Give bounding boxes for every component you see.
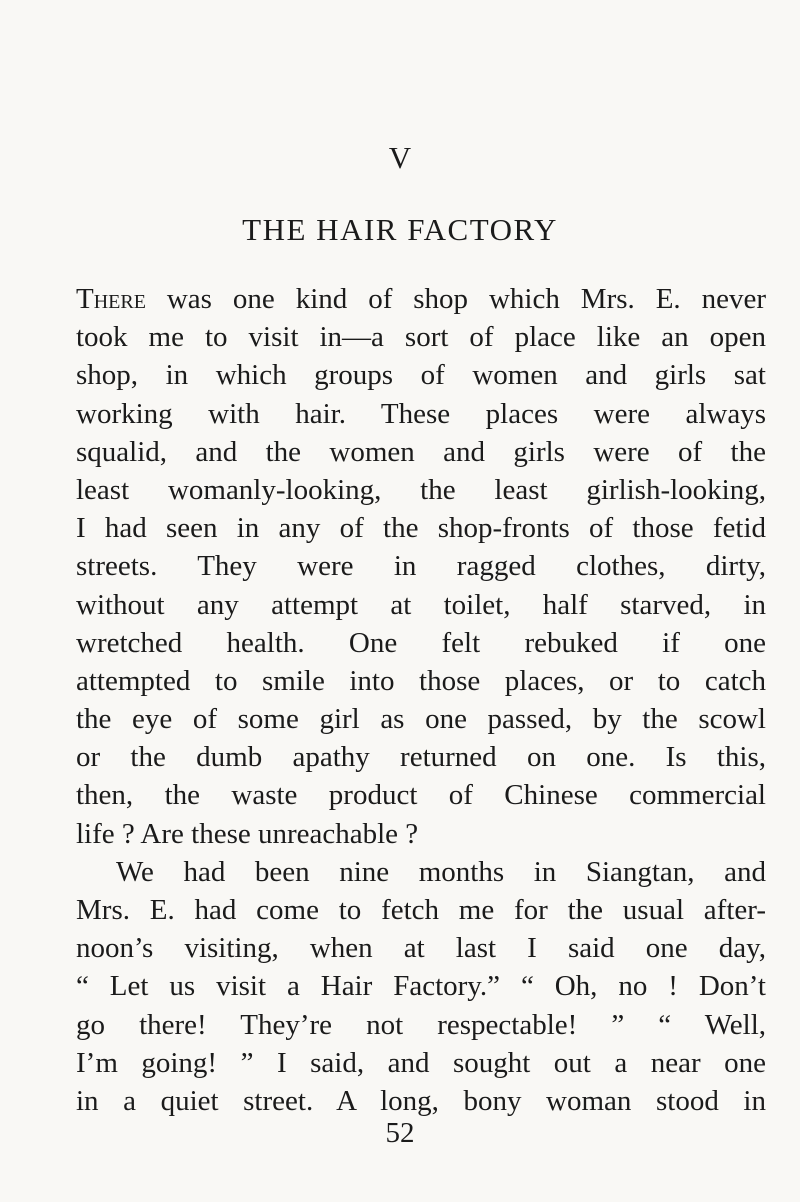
- text-line: working with hair. These places were always: [76, 397, 766, 430]
- text-line: [76, 280, 766, 318]
- text-line: wretched health. One felt rebuked if one: [76, 626, 766, 659]
- text-line: without any attempt at toilet, half starved, in: [76, 588, 766, 621]
- text-line: life ? Are these unreachable ?: [76, 817, 419, 850]
- chapter-title: THE HAIR FACTORY: [242, 212, 558, 247]
- text-line: least womanly-looking, the least girlish-looking,: [76, 473, 766, 506]
- text-line: attempted to smile into those places, or to catch: [76, 664, 766, 697]
- text-line: squalid, and the women and girls were of the: [76, 435, 766, 468]
- text-line: took me to visit in—a sort of place like an open: [76, 321, 766, 354]
- text-line: I had seen in any of the shop-fronts of those fetid: [76, 512, 766, 545]
- text-line: Mrs. E. had come to fetch me for the usual after-: [76, 894, 766, 926]
- text-line: We had been nine months in Siangtan, and: [116, 855, 766, 888]
- chapter-number: V: [388, 140, 412, 175]
- line-rest: was one kind of shop which Mrs. E. never: [145, 283, 766, 315]
- text-line: shop, in which groups of women and girls sat: [76, 359, 766, 392]
- text-line: I’m going! ” I said, and sought out a near one: [76, 1046, 766, 1079]
- text-line: streets. They were in ragged clothes, dirty,: [76, 550, 766, 583]
- text-line: the eye of some girl as one passed, by the scowl: [76, 703, 766, 736]
- text-line: “ Let us visit a Hair Factory.” “ Oh, no ! Don’t: [76, 970, 766, 1003]
- text-line: go there! They’re not respectable! ” “ Well,: [76, 1008, 766, 1041]
- lead-word: There: [76, 283, 146, 315]
- body-text: [76, 280, 766, 1120]
- text-line: noon’s visiting, when at last I said one day,: [76, 932, 766, 965]
- text-line: in a quiet street. A long, bony woman stood in: [76, 1084, 766, 1117]
- text-line: or the dumb apathy returned on one. Is this,: [76, 741, 766, 774]
- text-line: then, the waste product of Chinese commercial: [76, 779, 766, 812]
- page-number: 52: [385, 1117, 415, 1149]
